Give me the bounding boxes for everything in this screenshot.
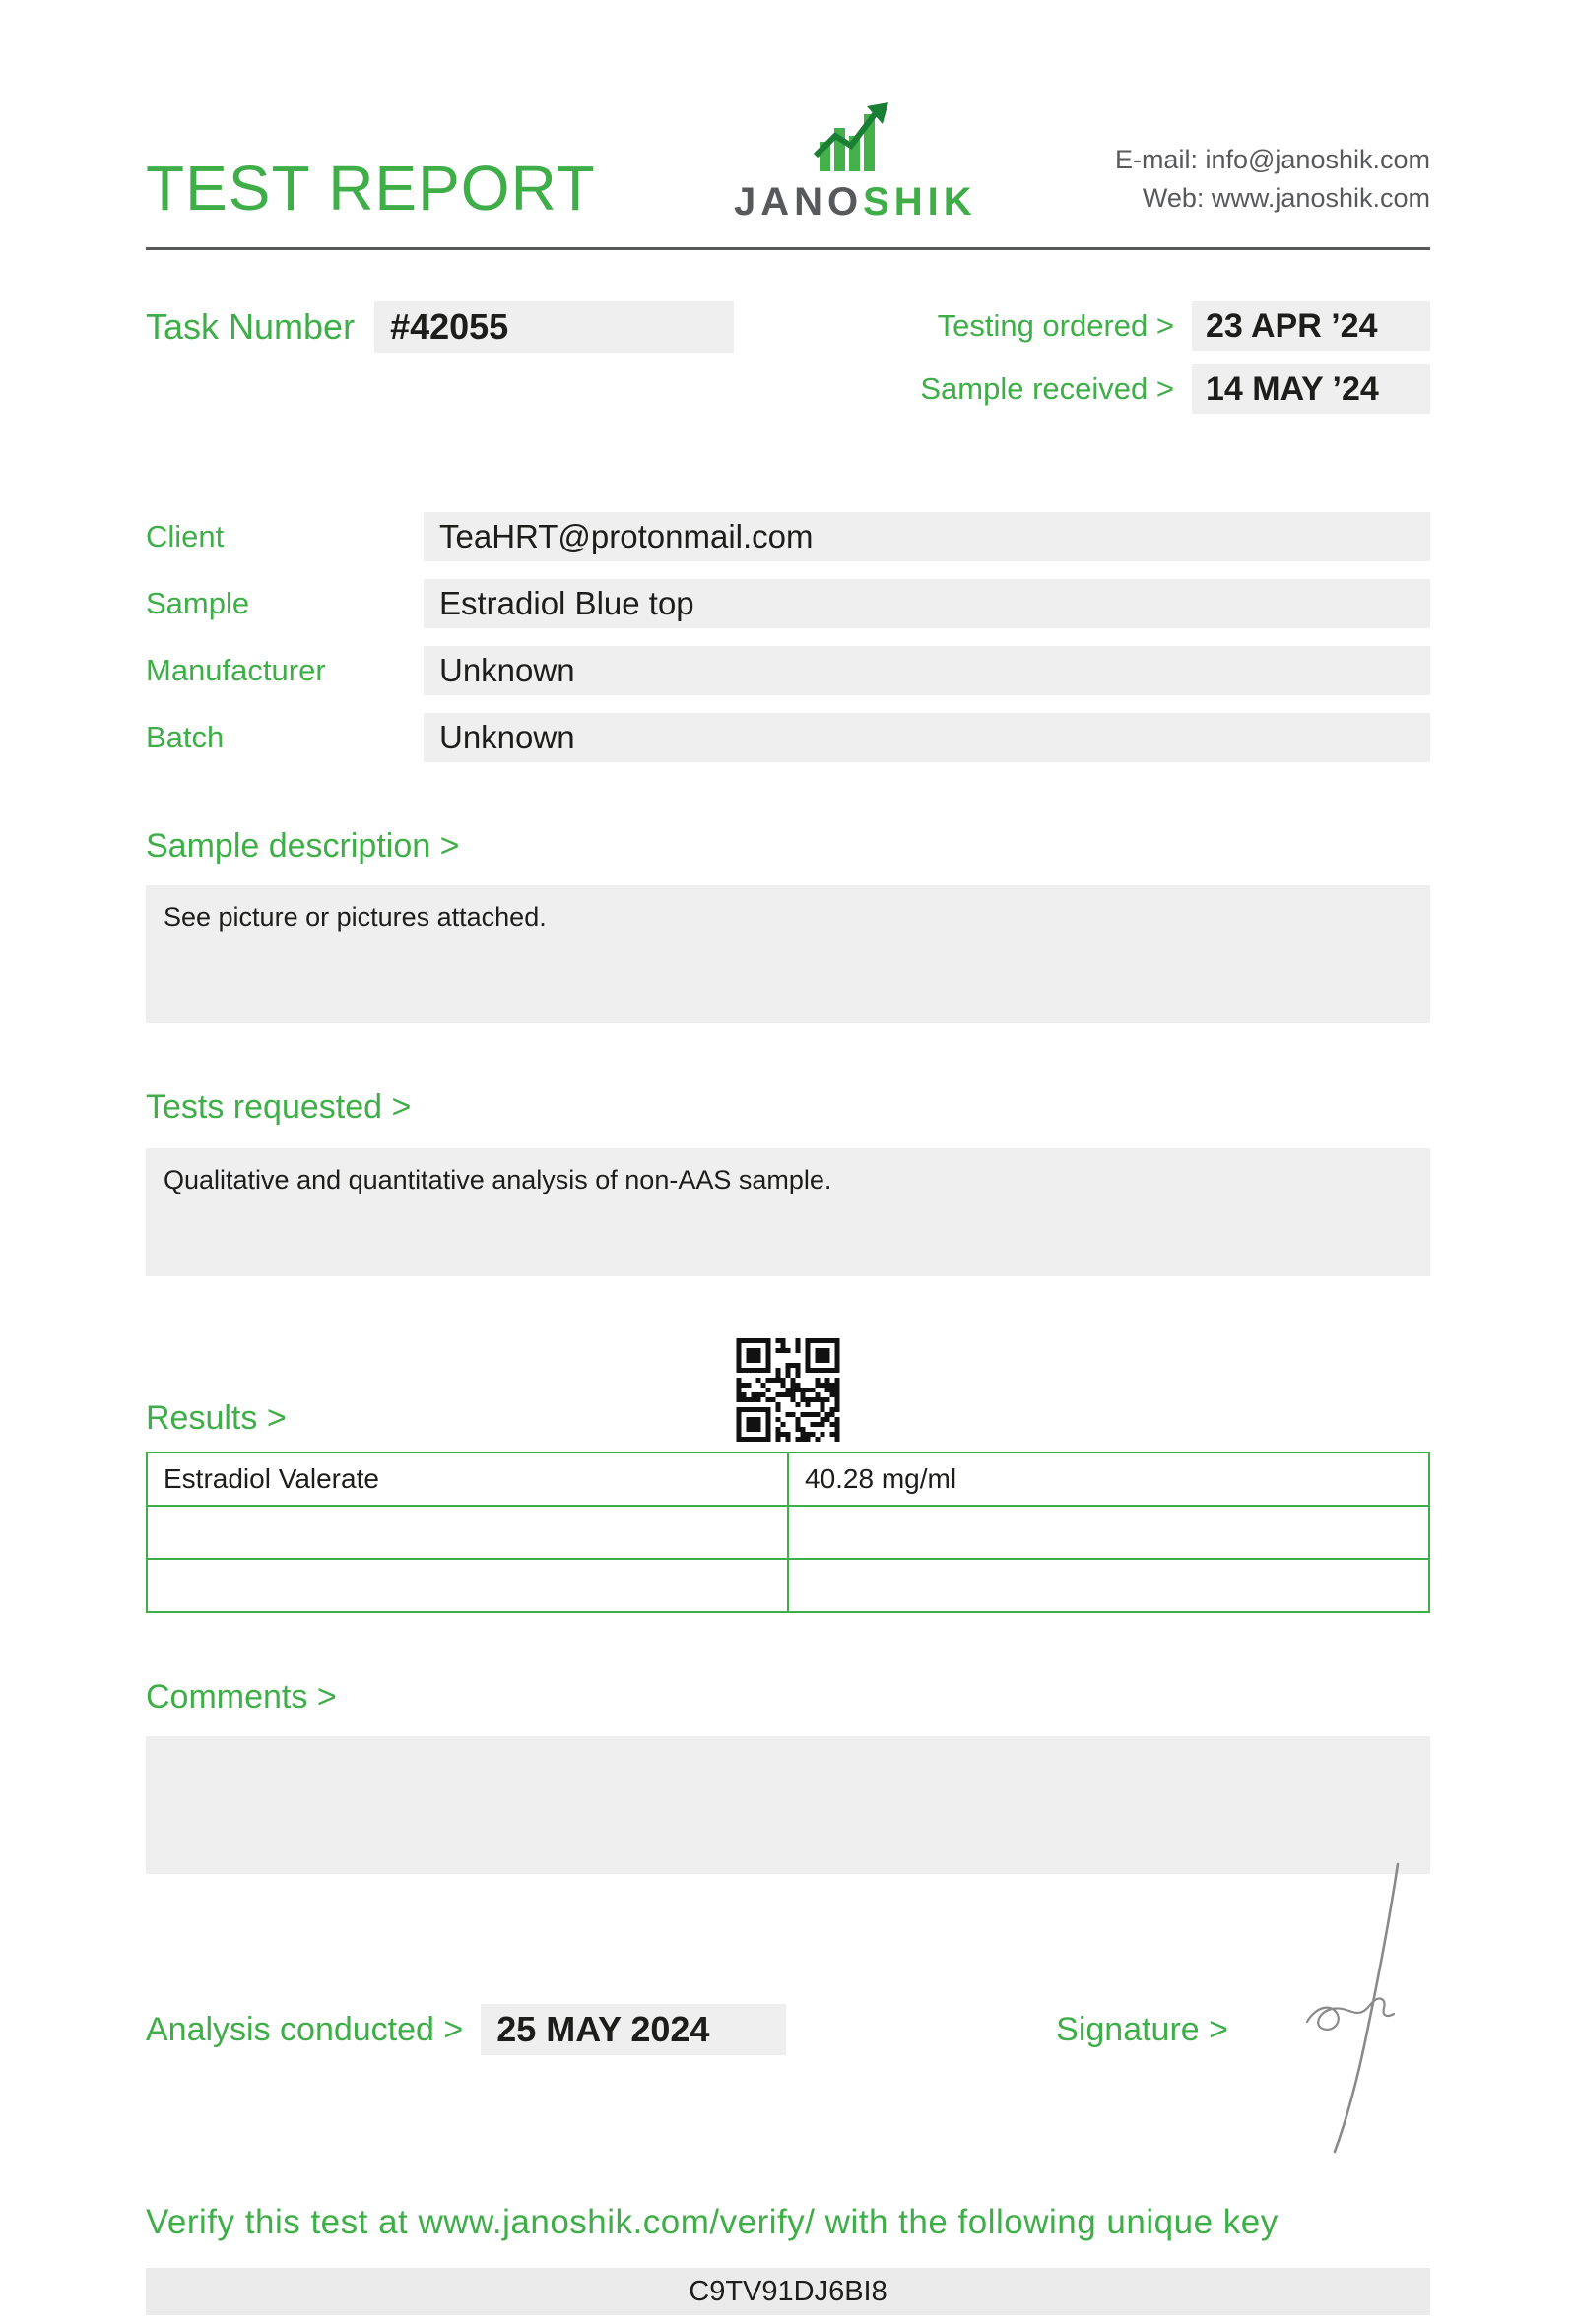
logo-wordmark: [734, 182, 977, 222]
task-number-label: Task Number: [146, 306, 356, 347]
manufacturer-label: Manufacturer: [146, 653, 326, 687]
result-name-cell: Estradiol Valerate: [147, 1452, 788, 1506]
verify-instruction: Verify this test at www.janoshik.com/verify/ with the following unique key: [146, 2203, 1279, 2241]
sample-description-heading: Sample description >: [146, 827, 460, 865]
report-header: [146, 54, 1430, 224]
dates-group: [920, 301, 1430, 414]
report-title: TEST REPORT: [146, 153, 596, 224]
client-row: [146, 512, 1430, 561]
result-name-cell: [147, 1559, 788, 1612]
sample-value: Estradiol Blue top: [424, 579, 1430, 628]
table-row: [147, 1506, 1429, 1559]
comments-heading: Comments >: [146, 1678, 337, 1715]
signature-image: [1278, 1856, 1435, 2166]
task-number-value: #42055: [374, 301, 734, 353]
bar-chart-growth-icon: [808, 98, 902, 178]
sample-received-value: 14 MAY ’24: [1192, 364, 1430, 414]
manufacturer-row: [146, 646, 1430, 695]
results-table: [146, 1452, 1430, 1613]
contact-web-line: [1115, 179, 1430, 218]
analysis-conducted-value: 25 MAY 2024: [481, 2004, 786, 2055]
sample-received-label: Sample received >: [920, 371, 1174, 406]
result-name-cell: [147, 1506, 788, 1559]
comments-box: [146, 1736, 1430, 1874]
qr-code-icon: [737, 1338, 840, 1442]
analysis-conducted-label: Analysis conducted >: [146, 2010, 464, 2048]
batch-label: Batch: [146, 720, 225, 754]
email-label: E-mail:: [1114, 144, 1198, 174]
table-row: [147, 1559, 1429, 1612]
tests-requested-heading: Tests requested >: [146, 1088, 412, 1126]
janoshik-logo: [734, 98, 977, 222]
sample-description-box: See picture or pictures attached.: [146, 885, 1430, 1023]
email-value: info@janoshik.com: [1205, 144, 1430, 174]
signature-label: Signature >: [1056, 2010, 1228, 2048]
contact-email-line: [1115, 141, 1430, 179]
sample-info-fields: [146, 512, 1430, 762]
client-value: TeaHRT@protonmail.com: [424, 512, 1430, 561]
result-value-cell: [788, 1506, 1429, 1559]
table-row: [147, 1452, 1429, 1506]
results-header: [146, 1325, 1430, 1444]
tests-requested-box: Qualitative and quantitative analysis of non-AAS sample.: [146, 1148, 1430, 1276]
unique-key-box: C9TV91DJ6BI8: [146, 2268, 1430, 2315]
results-heading: Results >: [146, 1399, 287, 1437]
logo-text-shik: SHIK: [863, 180, 977, 224]
sample-label: Sample: [146, 586, 250, 620]
analysis-signature-row: [146, 2004, 1430, 2055]
web-label: Web:: [1142, 182, 1205, 213]
client-label: Client: [146, 519, 225, 553]
task-number-group: [146, 301, 734, 353]
logo-text-jano: JANO: [733, 180, 864, 224]
batch-value: Unknown: [424, 713, 1430, 762]
result-value-cell: 40.28 mg/ml: [788, 1452, 1429, 1506]
testing-ordered-value: 23 APR ’24: [1192, 301, 1430, 351]
batch-row: [146, 713, 1430, 762]
testing-ordered-label: Testing ordered >: [937, 308, 1174, 343]
testing-ordered-row: [920, 301, 1430, 351]
header-divider: [146, 247, 1430, 250]
web-value: www.janoshik.com: [1211, 182, 1430, 213]
contact-info: [1115, 141, 1430, 218]
sample-received-row: [920, 364, 1430, 414]
task-and-dates-row: [146, 301, 1430, 414]
manufacturer-value: Unknown: [424, 646, 1430, 695]
result-value-cell: [788, 1559, 1429, 1612]
sample-row: [146, 579, 1430, 628]
